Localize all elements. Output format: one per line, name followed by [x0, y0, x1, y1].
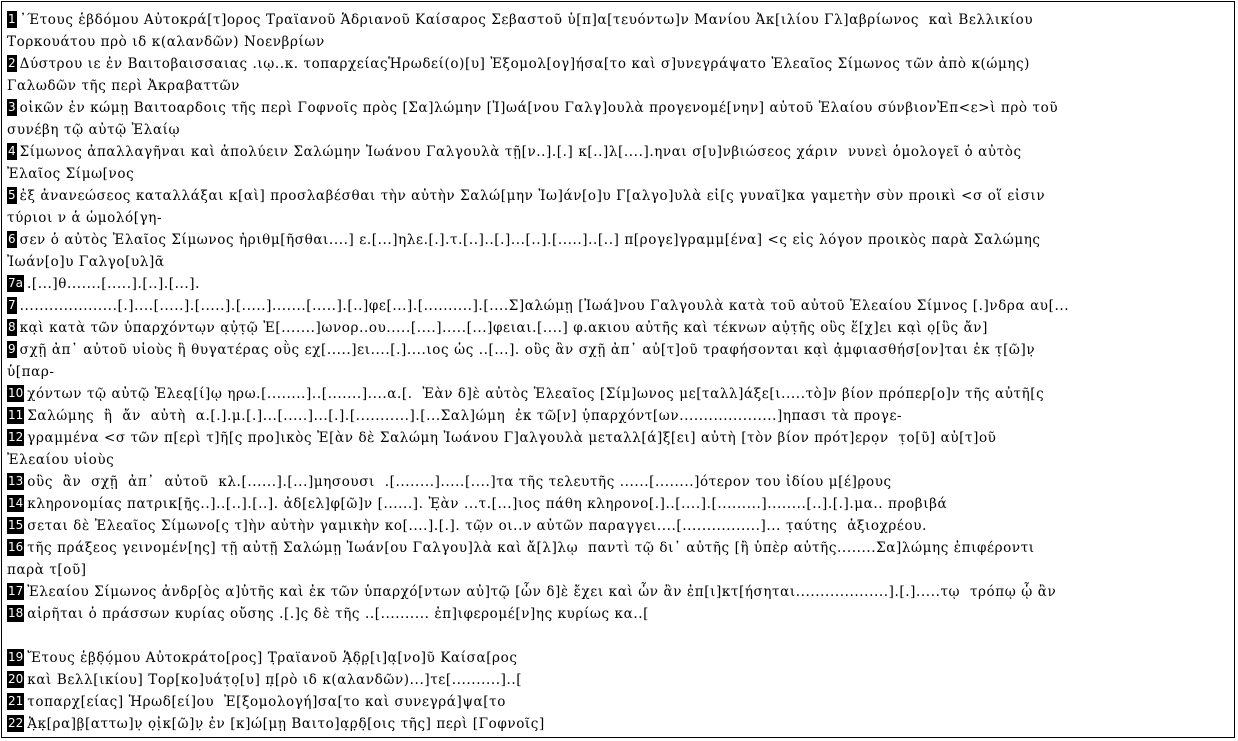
line-text: χόντων τῷ αὐτῷ Ἐλεα̣[ί]ῳ ηρω.[........]..[.......]....α.[. Ἐὰν δ]ὲ αὐτὸς Ἐλεαῖος [Σίμ]ωνος με[ταλλ]άξε[ι.....τὸ]ν βίον πρόπερ[ο]ν τῆς αὐτῆ[ς — [27, 386, 1045, 402]
line-number-badge: 6 — [8, 232, 16, 246]
transcription-line — [7, 185, 1230, 207]
line-number-badge: 9 — [8, 342, 16, 356]
line-text: Ἀ̣κ̣[ρα]β̣[αττω]ν̣ ο̣ἰ̣κ[ῶ]ν̣ ἐν [κ]ώ[μῃ Βαιτο]α̣ρ̣δ̣[οις τῆς] περὶ [Γοφνοῖς] — [27, 716, 545, 732]
line-text: ὑ[παρ- — [7, 364, 55, 380]
transcription-line — [7, 669, 1230, 691]
line-number-badge: 4 — [8, 144, 16, 158]
line-number-badge: 21 — [8, 694, 24, 708]
transcription-line — [7, 53, 1230, 75]
transcription-line — [7, 207, 1230, 229]
line-text: σεν ὁ αὐτὸς Ἐλαῖος Σίμωνος ἠριθμ[ῆσθαι....] ε.[...]ηλε.[.].τ.[..]..[.]...[..].[.....]..[..] π[ρογε]γραμμ[ένα] <ς εἰς λόγον προικὸς παρὰ Σαλώμης — [19, 232, 1041, 248]
transcription-line — [7, 97, 1230, 119]
transcription-line — [7, 405, 1230, 427]
line-number-badge: 7 — [8, 298, 16, 312]
line-number-badge: 11 — [8, 408, 24, 422]
line-text: Τορκουάτου πρὸ ιδ κ(αλανδῶν) Νοενβρίων — [7, 34, 325, 50]
line-number-badge: 7a — [8, 276, 23, 290]
line-text: κα̣ὶ κατὰ τῶν ὑπαρχόντω̣ν α̣ὐ̣τ̣ῷ Ἐ[.......]ωνορ..ου.....[....].....[...]φειαι.[....] φ.ακιου αὐτῆς καὶ τέκνων αὐ̣τ̣ῆς οὓς ἕ[χ]ει κα̣ὶ ο̣[ὓς ἄν] — [19, 320, 988, 336]
line-text: κληρονομίας πατρικ[ῆ̣ς..]..[..].[..]. ἀδ[ελ]φ[ῶ]ν [......]. Ἐ̣ὰν ...τ.[...]ιος πάθη κληρονο[.]..[....].[.........]........[..].[.].μα.. προβιβά — [27, 496, 948, 512]
line-text: Ἔτους ἑβ̣δ̣ό̣μου Αὐτοκράτο[ρος] Τ̣ραϊανοῦ Ἁ̣δ̣ρ̣[ι]α̣[νο]ῦ Καίσα[ρος — [27, 650, 518, 666]
transcription-line — [7, 141, 1230, 163]
line-text: τῆς πράξεος γεινομέν[ης] τῇ αὐτῇ Σαλώμῃ Ἰωάν[ου Γαλγου]λὰ καὶ ἄ[λ]λῳ παντὶ τῷ δι᾽ αὐτῆς [ἢ ὑπὲρ αὐτῆς........Σα]λώμης ἐπιφέροντι — [27, 540, 1035, 556]
transcription-panel — [1, 1, 1235, 738]
line-number-badge: 22 — [8, 716, 24, 730]
line-text: Ἐλεαίου Σίμωνος ἀνδρ[ὸς α]ὐτῆς καὶ ἐκ τῶν ὑπαρχό[ντων αὐ]τῷ [ὧν δ]ὲ ἔχει καὶ ὧν ἂν ἐπ[ι]κτ[ήσηται...................].[.].....τῳ τρόπῳ ᾧ ἂν — [27, 584, 1057, 600]
transcription-line — [7, 471, 1230, 493]
line-number-badge: 8 — [8, 320, 16, 334]
line-number-badge: 12 — [8, 430, 24, 444]
transcription-line — [7, 229, 1230, 251]
line-text: .[...]θ.......[.....].[..].[...]. — [27, 276, 201, 292]
line-text: ἐξ ἀνανεώσεος καταλλάξαι κ[αὶ] προσλαβέσθαι τὴν αὐτὴν Σαλώ[μην Ἰω]άν[ο]υ Γ[αλγο]υλὰ εἰ[ς γυναῖ]κα γαμετὴν σὺν προικὶ <σ οἵ εἰσιν — [19, 188, 1046, 204]
line-text: σεται δὲ Ἐλεαῖος Σίμωνο[ς τ]ὴν αὐτὴν γαμικὴν κο[....].[.]. τῶ̣ν οι..ν αὐτῶν παραγγει....[................]... τ̣αύτης ἀξιοχρέου. — [27, 518, 927, 534]
transcription-line — [7, 361, 1230, 383]
transcription-line — [7, 119, 1230, 141]
line-text: παρὰ τ[οῦ] — [7, 562, 87, 578]
line-number-badge: 13 — [8, 474, 24, 488]
line-text: Δύστρου ιε ἐν Βαιτοβαισσαιας .ιῳ..κ. τοπαρχείαςἩρωδεί(ο)[υ] Ἐξομολ[ογ]ήσα[το καὶ σ]υνεγράψατο Ἐλεαῖος Σίμωνος τῶν ἀπὸ κ(ώμης) — [19, 56, 1031, 72]
transcription-line — [7, 339, 1230, 361]
line-number-badge: 5 — [8, 188, 16, 202]
line-text: τύριοι ν ἁ ὡμολό[γη- — [7, 210, 163, 226]
transcription-line — [7, 581, 1230, 603]
line-text: γραμμένα <σ τῶν π[ερὶ τ]ῆ[ς προ]ικὸς Ἐ[ὰν δὲ Σαλώμη Ἰωάνου Γ]αλγουλὰ μεταλλ[ά]ξ[ει] αὐτὴ [τὸν βίον πρότ]ερο̣ν τ̣ο[ῦ] αὐ[τ]οῦ — [27, 430, 997, 446]
transcription-line — [7, 163, 1230, 185]
line-text: ....................[.]....[.....].[.....].[.....].......[.....].[..]φε[...].[..........].[....Σ]αλώμῃ [Ἰωά]νου Γαλγουλὰ κατὰ τοῦ αὐτοῦ Ἐλεαίου Σίμνος [.]νδρα αυ[... — [19, 298, 1070, 314]
line-text: συνέβη τῷ αὐτῷ Ἐλαίῳ — [7, 122, 181, 138]
transcription-line — [7, 537, 1230, 559]
line-number-badge: 19 — [8, 650, 24, 664]
transcription-line — [7, 427, 1230, 449]
blank-line — [7, 625, 1230, 647]
line-text: ᾽Έτους ἑβδόμου Αὐτοκρά[τ]ορος Τραϊανοῦ Ἁδριανοῦ Καίσαρος Σεβαστοῦ ὑ[π]α[τευόντω]ν Μανίου Ἀκ[ιλίου Γλ]αβρίωνος καὶ Βελλικίου — [19, 12, 1034, 28]
line-text: τοπαρχ[είας] Ἡρωδ[εί]ου Ἐ[ξομολογή]σα[το καὶ συνεγρά]ψα[το — [27, 694, 506, 710]
line-number-badge: 10 — [8, 386, 24, 400]
transcription-line — [7, 383, 1230, 405]
line-number-badge: 16 — [8, 540, 24, 554]
transcription-line — [7, 251, 1230, 273]
transcription-line — [7, 559, 1230, 581]
line-number-badge: 15 — [8, 518, 24, 532]
line-number-badge: 18 — [8, 606, 24, 620]
line-number-badge: 1 — [8, 12, 16, 26]
line-text: σχῇ ἀπ᾽ αὐτοῦ υἱοὺς ἢ θυγατέρας οῢς εχ[.....]ει....[.]....ιος ὡς ..[...]. οὓς ἂν σχῇ ἀπ᾽ αὐ[τ]οῦ τραφήσονται κα̣ὶ ἀ̣μφιασθήσ[ον]ται ἐκ τ̣[ῶ]ν̣ — [19, 342, 1036, 358]
transcription-lines — [7, 9, 1230, 735]
line-text: οὓς ἂν σχῇ ἀπ᾽ αὐτοῦ κλ.[......].[...]μησουσι .[........].....[....]τα τῆς τελευτῆς ......[........]ότερον του ἰδίου μ[έ]ρ̣ους — [27, 474, 892, 490]
line-text: Σαλώμης ἢ ἄν αὐτὴ α.[.].μ.[.]...[.....]...[.].[...........].[...Σαλ]ώμη ἐκ τῶ[ν] ὑ̣παρχόντ[ων....................]ηπασι τὰ προγε- — [27, 408, 903, 424]
line-text: Ἰωάν[ο]υ Γαλγο[υλ]ᾶ — [7, 254, 165, 270]
line-text: Σίμωνος ἀπαλλαγῆναι καὶ ἀπολύειν Σαλώμην Ἰωάνου Γαλγουλὰ τῇ[ν..].[.] κ[..]λ[....].ηναι σ[υ]νβιώσεος χάριν νυνεὶ ὁμολογεῖ ὁ αὐτὸς — [19, 144, 1022, 160]
transcription-line — [7, 449, 1230, 471]
transcription-line — [7, 647, 1230, 669]
transcription-line — [7, 273, 1230, 295]
line-text: Γαλωδῶν τῆς περὶ Ἀκραβαττῶν — [7, 78, 240, 94]
transcription-line — [7, 603, 1230, 625]
transcription-line — [7, 31, 1230, 53]
line-text: οἰκῶν ἐν κώμῃ Βαιτοαρδοις τῆς περὶ Γοφνοῖς πρὸς [Σα]λώμην [Ἰ]ωά[νου Γαλγ]ουλὰ προγενομέ[νην] αὐτοῦ Ἐλαίου σύνβιονἘπ<ε>ὶ πρὸ τοῦ — [19, 100, 1059, 116]
line-number-badge: 2 — [8, 56, 16, 70]
line-text: Ἐλεαίου υἱοὺς — [7, 452, 115, 468]
line-number-badge: 3 — [8, 100, 16, 114]
transcription-line — [7, 515, 1230, 537]
transcription-line — [7, 295, 1230, 317]
transcription-line — [7, 713, 1230, 735]
transcription-line — [7, 317, 1230, 339]
line-text: καὶ Βελλ[ικίου] Τορ[κο]υάτ̣ο̣[υ] π̣[ρὸ ιδ κ(αλανδῶν)...]τε[..........]..[ — [27, 672, 523, 688]
transcription-line — [7, 9, 1230, 31]
line-text: αἱρῆται ὁ πράσσων κυρίας οὔσης .[.]ς δὲ τῆς ..[.......... ἐπ]ιφερομέ[ν]ης κυρίως κα..[ — [27, 606, 649, 622]
line-text: Ἐλαῖος Σίμω[νος — [7, 166, 135, 182]
transcription-line — [7, 493, 1230, 515]
line-number-badge: 20 — [8, 672, 24, 686]
line-number-badge: 14 — [8, 496, 24, 510]
transcription-line — [7, 691, 1230, 713]
line-number-badge: 17 — [8, 584, 24, 598]
transcription-line — [7, 75, 1230, 97]
